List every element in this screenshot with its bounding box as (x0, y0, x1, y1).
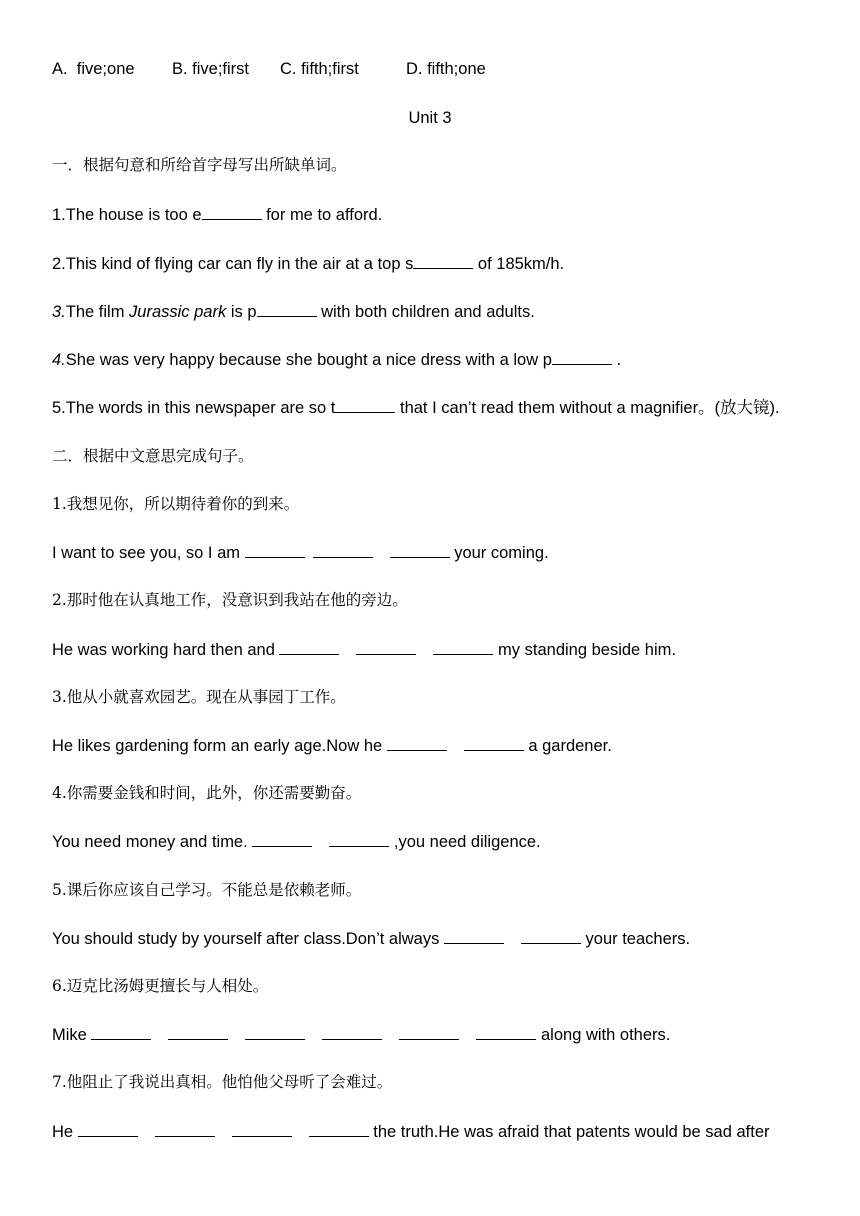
answer-blank[interactable] (155, 1121, 215, 1137)
answer-blank[interactable] (329, 831, 389, 847)
answer-blank[interactable] (252, 831, 312, 847)
s1-question-5: 5.The words in this newspaper are so t that I can’t read them without a magnifier。(放大镜). (52, 399, 780, 417)
answer-blank[interactable] (309, 1121, 369, 1137)
answer-blank[interactable] (335, 397, 395, 413)
answer-blank[interactable] (399, 1024, 459, 1040)
s1-question-3: 3.The film Jurassic park is p with both children and adults. (52, 303, 535, 321)
answer-blank[interactable] (257, 301, 317, 317)
answer-blank[interactable] (78, 1121, 138, 1137)
option-a: A. five;one (52, 60, 135, 78)
section1-heading: 一．根据句意和所给首字母写出所缺单词。 (52, 156, 347, 174)
answer-blank[interactable] (552, 349, 612, 365)
s2-chinese-4: 4.你需要金钱和时间，此外，你还需要勤奋。 (52, 784, 362, 802)
s2-sentence-3: He likes gardening form an early age.Now he a gardener. (52, 737, 612, 755)
option-b: B. five;first (172, 60, 250, 78)
answer-blank[interactable] (521, 928, 581, 944)
answer-blank[interactable] (390, 542, 450, 558)
answer-blank[interactable] (413, 253, 473, 269)
answer-blank[interactable] (464, 735, 524, 751)
answer-blank[interactable] (433, 639, 493, 655)
s1-question-4: 4.She was very happy because she bought a nice dress with a low p . (52, 351, 622, 369)
answer-blank[interactable] (313, 542, 373, 558)
answer-blank[interactable] (476, 1024, 536, 1040)
s2-chinese-3: 3.他从小就喜欢园艺。现在从事园丁工作。 (52, 688, 346, 706)
s2-sentence-5: You should study by yourself after class.Don’t always your teachers. (52, 930, 691, 948)
s2-sentence-4: You need money and time. ,you need diligence. (52, 833, 541, 851)
s2-chinese-5: 5.课后你应该自己学习。不能总是依赖老师。 (52, 881, 362, 899)
answer-blank[interactable] (279, 639, 339, 655)
s2-chinese-2: 2.那时他在认真地工作，没意识到我站在他的旁边。 (52, 591, 408, 609)
answer-blank[interactable] (202, 204, 262, 220)
answer-blank[interactable] (91, 1024, 151, 1040)
answer-blank[interactable] (322, 1024, 382, 1040)
unit-title: Unit 3 (408, 109, 452, 127)
answer-blank[interactable] (232, 1121, 292, 1137)
s1-question-1: 1.The house is too e for me to afford. (52, 206, 383, 224)
answer-blank[interactable] (387, 735, 447, 751)
s2-chinese-1: 1.我想见你，所以期待着你的到来。 (52, 495, 300, 513)
s2-chinese-7: 7.他阻止了我说出真相。他怕他父母听了会难过。 (52, 1073, 393, 1091)
answer-blank[interactable] (356, 639, 416, 655)
option-d: D. fifth;one (406, 60, 486, 78)
answer-blank[interactable] (444, 928, 504, 944)
s2-sentence-1: I want to see you, so I am your coming. (52, 544, 549, 562)
answer-blank[interactable] (245, 542, 305, 558)
section2-heading: 二．根据中文意思完成句子。 (52, 447, 254, 465)
s2-chinese-6: 6.迈克比汤姆更擅长与人相处。 (52, 977, 269, 995)
answer-blank[interactable] (245, 1024, 305, 1040)
answer-blank[interactable] (168, 1024, 228, 1040)
s1-question-2: 2.This kind of flying car can fly in the air at a top s of 185km/h. (52, 255, 565, 273)
option-c: C. fifth;first (280, 60, 359, 78)
s2-sentence-2: He was working hard then and my standing beside him. (52, 641, 676, 659)
s2-sentence-7: He the truth.He was afraid that patents would be sad after (52, 1123, 770, 1141)
s2-sentence-6: Mike along with others. (52, 1026, 671, 1044)
